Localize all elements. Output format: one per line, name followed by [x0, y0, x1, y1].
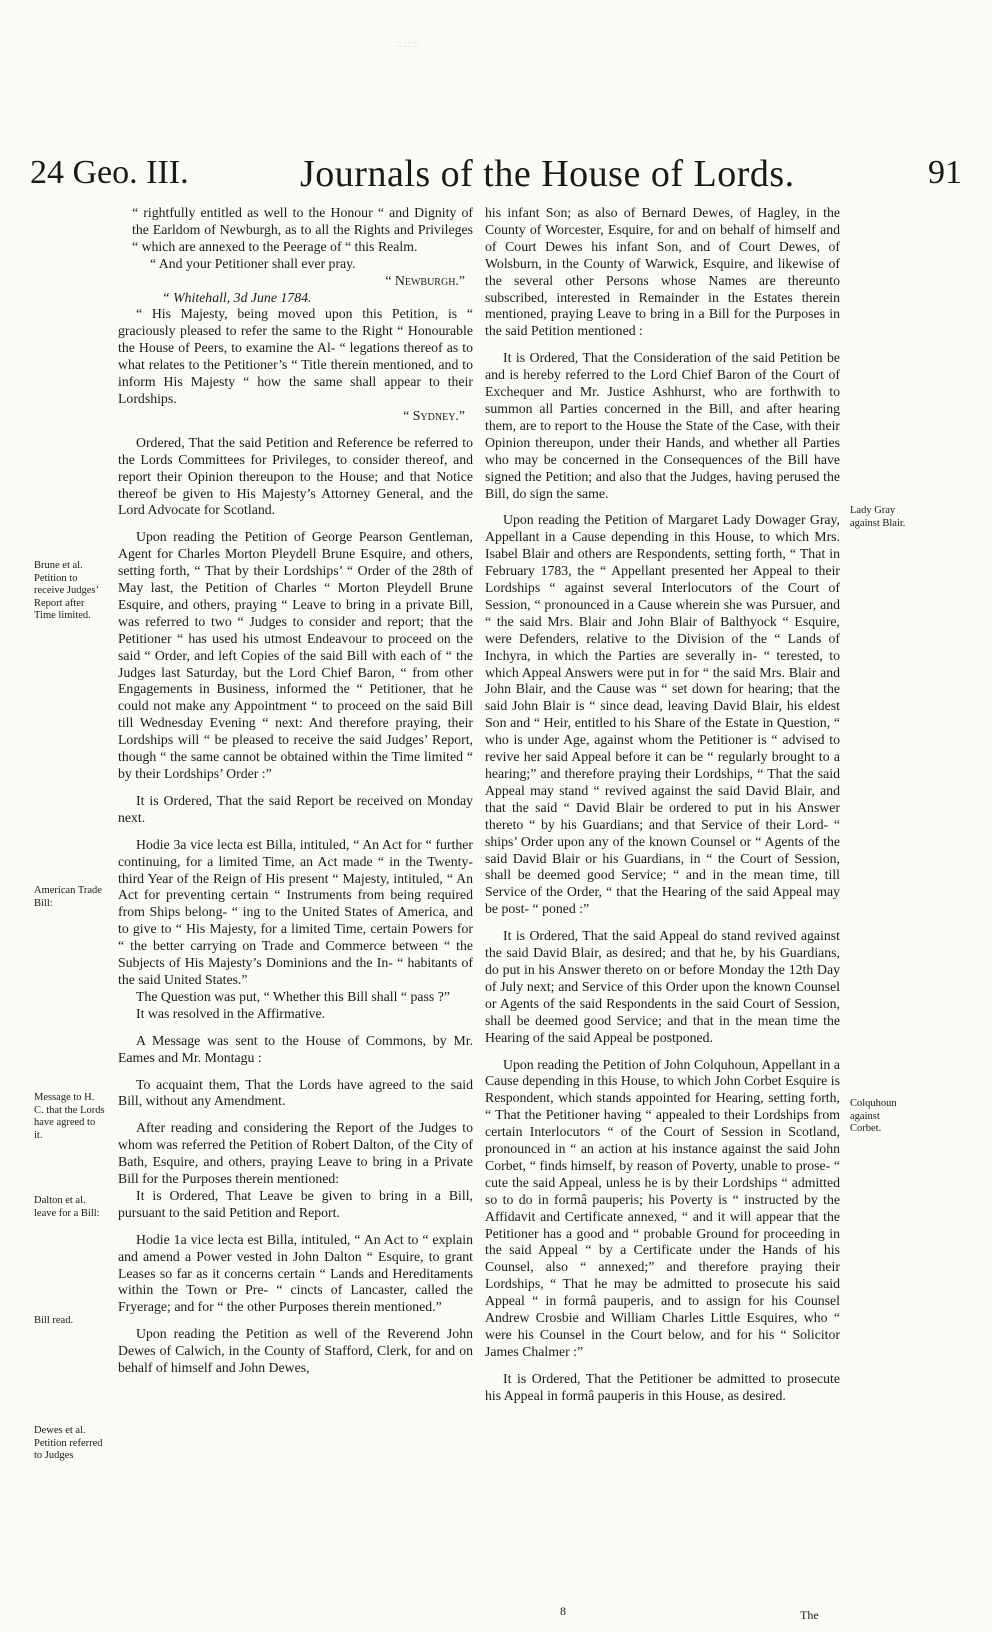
left-paragraph: “ Sydney.” — [403, 407, 465, 423]
left-paragraph: The Question was put, “ Whether this Bill shall “ pass ?” — [136, 988, 450, 1004]
margin-note: Dalton et al. leave for a Bill: — [34, 1195, 100, 1219]
margin-note: Lady Gray against Blair. — [850, 505, 906, 529]
left-paragraph: It is Ordered, That Leave be given to bring in a Bill, pursuant to the said Petition and Report. — [118, 1187, 473, 1220]
faint-stamp: ∴ ∷ ∴ — [395, 40, 420, 51]
left-paragraph: “ rightfully entitled as well to the Honour “ and Dignity of the Earldom of Newburgh, as to all the Rights and Privileges “ which are annexed to the Peerage of “ this Realm. — [132, 205, 473, 254]
left-paragraph: “ Whitehall, 3d June 1784. — [162, 289, 312, 305]
signature-mark: 8 — [560, 1604, 566, 1618]
left-paragraph: Ordered, That the said Petition and Reference be referred to the Lords Committees for Privileges, to consider thereof, and report their Opinion thereupon to the House; and that Notice thereof be given to His Majesty’s Attorney General, and the Lord Advocate for Scotland. — [118, 434, 473, 518]
right-paragraph: Upon reading the Petition of John Colquhoun, Appellant in a Cause depending in this House, to which John Corbet Esquire is Respondent, which stands appointed for Hearing, setting forth, “ That the Petitioner having “ appealed to their Lordships from certain Interlocutors “ of the Court of Session in Scotland, pronounced in “ an action at his instance against the said John Corbet, “ finds himself, by reason of Poverty, unable to prose- “ cute the said Appeal, unless he is by their Lordships “ admitted so to do in formâ pauperis; his Poverty is “ instructed by the Affidavit and Certificate annexed, “ and it will appear that the Petitioner has a good and “ probable Ground for proceeding in the said Appeal “ by a Certificate under the Hands of his Counsel, also “ annexed;” and therefore praying their Lordships, “ That he may be admitted to prosecute his said Appeal “ in formâ pauperis, and to assign for his Counsel Andrew Crosbie and William Charles Little Esquires, who “ were his Counsel in the Court below, and for his “ Solicitor James Chalmer :” — [485, 1056, 840, 1359]
right-column — [485, 205, 840, 1405]
journal-title: Journals of the House of Lords. — [300, 153, 795, 195]
margin-note: American Trade Bill: — [34, 885, 102, 909]
right-paragraph: Upon reading the Petition of Margaret Lady Dowager Gray, Appellant in a Cause depending in this House, to which Mrs. Isabel Blair and others are Respondents, setting forth, “ That in February 1783, the “ Appellant presented her Appeal to their Lordships “ against several Interlocutors of the Court of Session, “ pronounced in a Cause wherein she was Pursuer, and “ the said Mrs. Blair and John Blair of Balthyock “ Esquire, were Defenders, relative to the Division of the “ Lands of Inchyra, in which the Parties are severally in- “ terested, to which Appeal Answers were put in for “ the said Mrs. Blair and John Blair, and the Cause was “ set down for hearing; that the said John Blair is “ since dead, leaving David Blair, his eldest Son and “ Heir, entitled to his Share of the Estate in Question, “ who is under Age, against whom the Petitioner is “ advised to revive her said Appeal before it can be “ regularly brought to a hearing;” and therefore praying their Lordships, “ That the said Appeal may stand “ revived against the said David Blair, and that the said “ David Blair be ordered to put in his Answer thereto “ by his Guardians; and that Service of their Lord- “ ships’ Order upon any of the known Counsel or “ Agents of the said David Blair or his Guardians, in “ the Court of Session, shall be deemed good Service; “ and in the mean time, till Service of the Order, “ that the Hearing of the said Appeal may be post- “ poned :” — [485, 512, 840, 917]
left-paragraph: Upon reading the Petition as well of the Reverend John Dewes of Calwich, in the County of Stafford, Clerk, for and on behalf of himself and John Dewes, — [118, 1326, 473, 1376]
right-paragraph: It is Ordered, That the Consideration of the said Petition be and is hereby referred to the Lord Chief Baron of the Court of Exchequer and Mr. Justice Ashhurst, who are forthwith to summon all Parties concerned in the Bill, and after hearing them, are to report to the House the State of the Case, with their Opinion thereupon, under their Hands, and whether all Parties who may be concerned in the Consequences of the Bill have signed the Petition; and also that the Judges, having perused the Bill, do sign the same. — [485, 350, 840, 501]
margin-note: Brune et al. Petition to receive Judges’ Report after Time limited. — [34, 560, 99, 621]
margin-note: Bill read. — [34, 1315, 74, 1326]
margin-note: Message to H. C. that the Lords have agreed to it. — [34, 1092, 105, 1141]
margin-note: Colquhoun against Corbet. — [850, 1098, 897, 1134]
regnal-year: 24 Geo. III. — [30, 154, 189, 191]
right-paragraph: his infant Son; as also of Bernard Dewes, of Hagley, in the County of Worcester, Esquire, for and on behalf of himself and of Court Dewes his infant Son, and of Court Dewes, of Wolsburn, in the County of Warwick, Esquire, and likewise of the several other Persons whose Names are thereunto subscribed, interested in Remainder in the Estates therein mentioned, praying Leave to bring in a Bill for the Purposes in the said Petition mentioned : — [485, 205, 840, 339]
right-paragraph: It is Ordered, That the Petitioner be admitted to prosecute his Appeal in formâ pauperis in this House, as desired. — [485, 1370, 840, 1403]
page-number: 91 — [928, 154, 962, 191]
left-paragraph: To acquaint them, That the Lords have agreed to the said Bill, without any Amendment. — [118, 1076, 473, 1109]
left-paragraph: After reading and considering the Report of the Judges to whom was referred the Petition of Robert Dalton, of the City of Bath, Esquire, and others, praying Leave to bring in a Private Bill for the Purposes therein mentioned: — [118, 1120, 473, 1187]
right-paragraph: It is Ordered, That the said Appeal do stand revived against the said David Blair, as desired; and that he, by his Guardians, do put in his Answer thereto on or before Monday the 12th Day of July next; and Service of this Order upon the known Counsel or Agents of the said Respondents in the said Court of Session, shall be deemed good Service; and that in the mean time the Hearing of the said Appeal be postponed. — [485, 928, 840, 1045]
left-paragraph: A Message was sent to the House of Commons, by Mr. Eames and Mr. Montagu : — [118, 1032, 473, 1065]
left-column — [118, 205, 473, 1377]
catchword: The — [800, 1608, 819, 1622]
left-paragraph: Upon reading the Petition of George Pearson Gentleman, Agent for Charles Morton Pleydell Brune Esquire, and others, setting forth, “ That by their Lordships’ “ Order of the 28th of May last, the Petition of Charles “ Morton Pleydell Brune Esquire, and others, praying “ Leave to bring in a private Bill, was referred to two “ Judges to consider and report; that the Petitioner “ has used his utmost Endeavour to proceed on the said “ Order, and left Copies of the said Bill with each of “ the Judges last Saturday, but the Lord Chief Baron, “ from other Engagements in Business, informed the “ Petitioner, that he could not make any Appointment “ to proceed on the said Bill till Wednesday Evening “ next: And therefore praying, their Lordships will “ be pleased to receive the said Judges’ Report, though “ the same cannot be obtained within the Time limited “ by their Lordships’ Order :” — [118, 529, 473, 781]
page-header — [30, 150, 962, 200]
left-paragraph: It is Ordered, That the said Report be received on Monday next. — [118, 792, 473, 825]
left-paragraph: Hodie 3a vice lecta est Billa, intituled, “ An Act for “ further continuing, for a limited Time, an Act made “ in the Twenty-third Year of the Reign of His present “ Majesty, intituled, “ An Act for preventing certain “ Instruments from being required from Ships belong- “ ing to the United States of America, and to give to “ His Majesty, for a limited Time, certain Powers for “ the better carrying on Trade and Commerce between “ the Subjects of His Majesty’s Dominions and the In- “ habitants of the said United States.” — [118, 836, 473, 987]
margin-note: Dewes et al. Petition referred to Judges — [34, 1425, 103, 1461]
left-paragraph: It was resolved in the Affirmative. — [136, 1005, 326, 1021]
left-paragraph: “ And your Petitioner shall ever pray. — [150, 255, 356, 271]
left-paragraph: “ Newburgh.” — [385, 272, 465, 288]
left-paragraph: “ His Majesty, being moved upon this Petition, is “ graciously pleased to refer the same to the Right “ Honourable the House of Peers, to examine the Al- “ legations thereof as to what relates to the Petitioner’s “ Title therein mentioned, and to inform His Majesty “ how the same shall appear to their Lordships. — [118, 306, 473, 406]
left-paragraph: Hodie 1a vice lecta est Billa, intituled, “ An Act to “ explain and amend a Power vested in John Dalton “ Esquire, to grant Leases so far as it concerns certain “ Lands and Hereditaments within the Town or Pre- “ cincts of Lancaster, called the Fryerage; and for “ the other Purposes therein mentioned.” — [118, 1231, 473, 1315]
